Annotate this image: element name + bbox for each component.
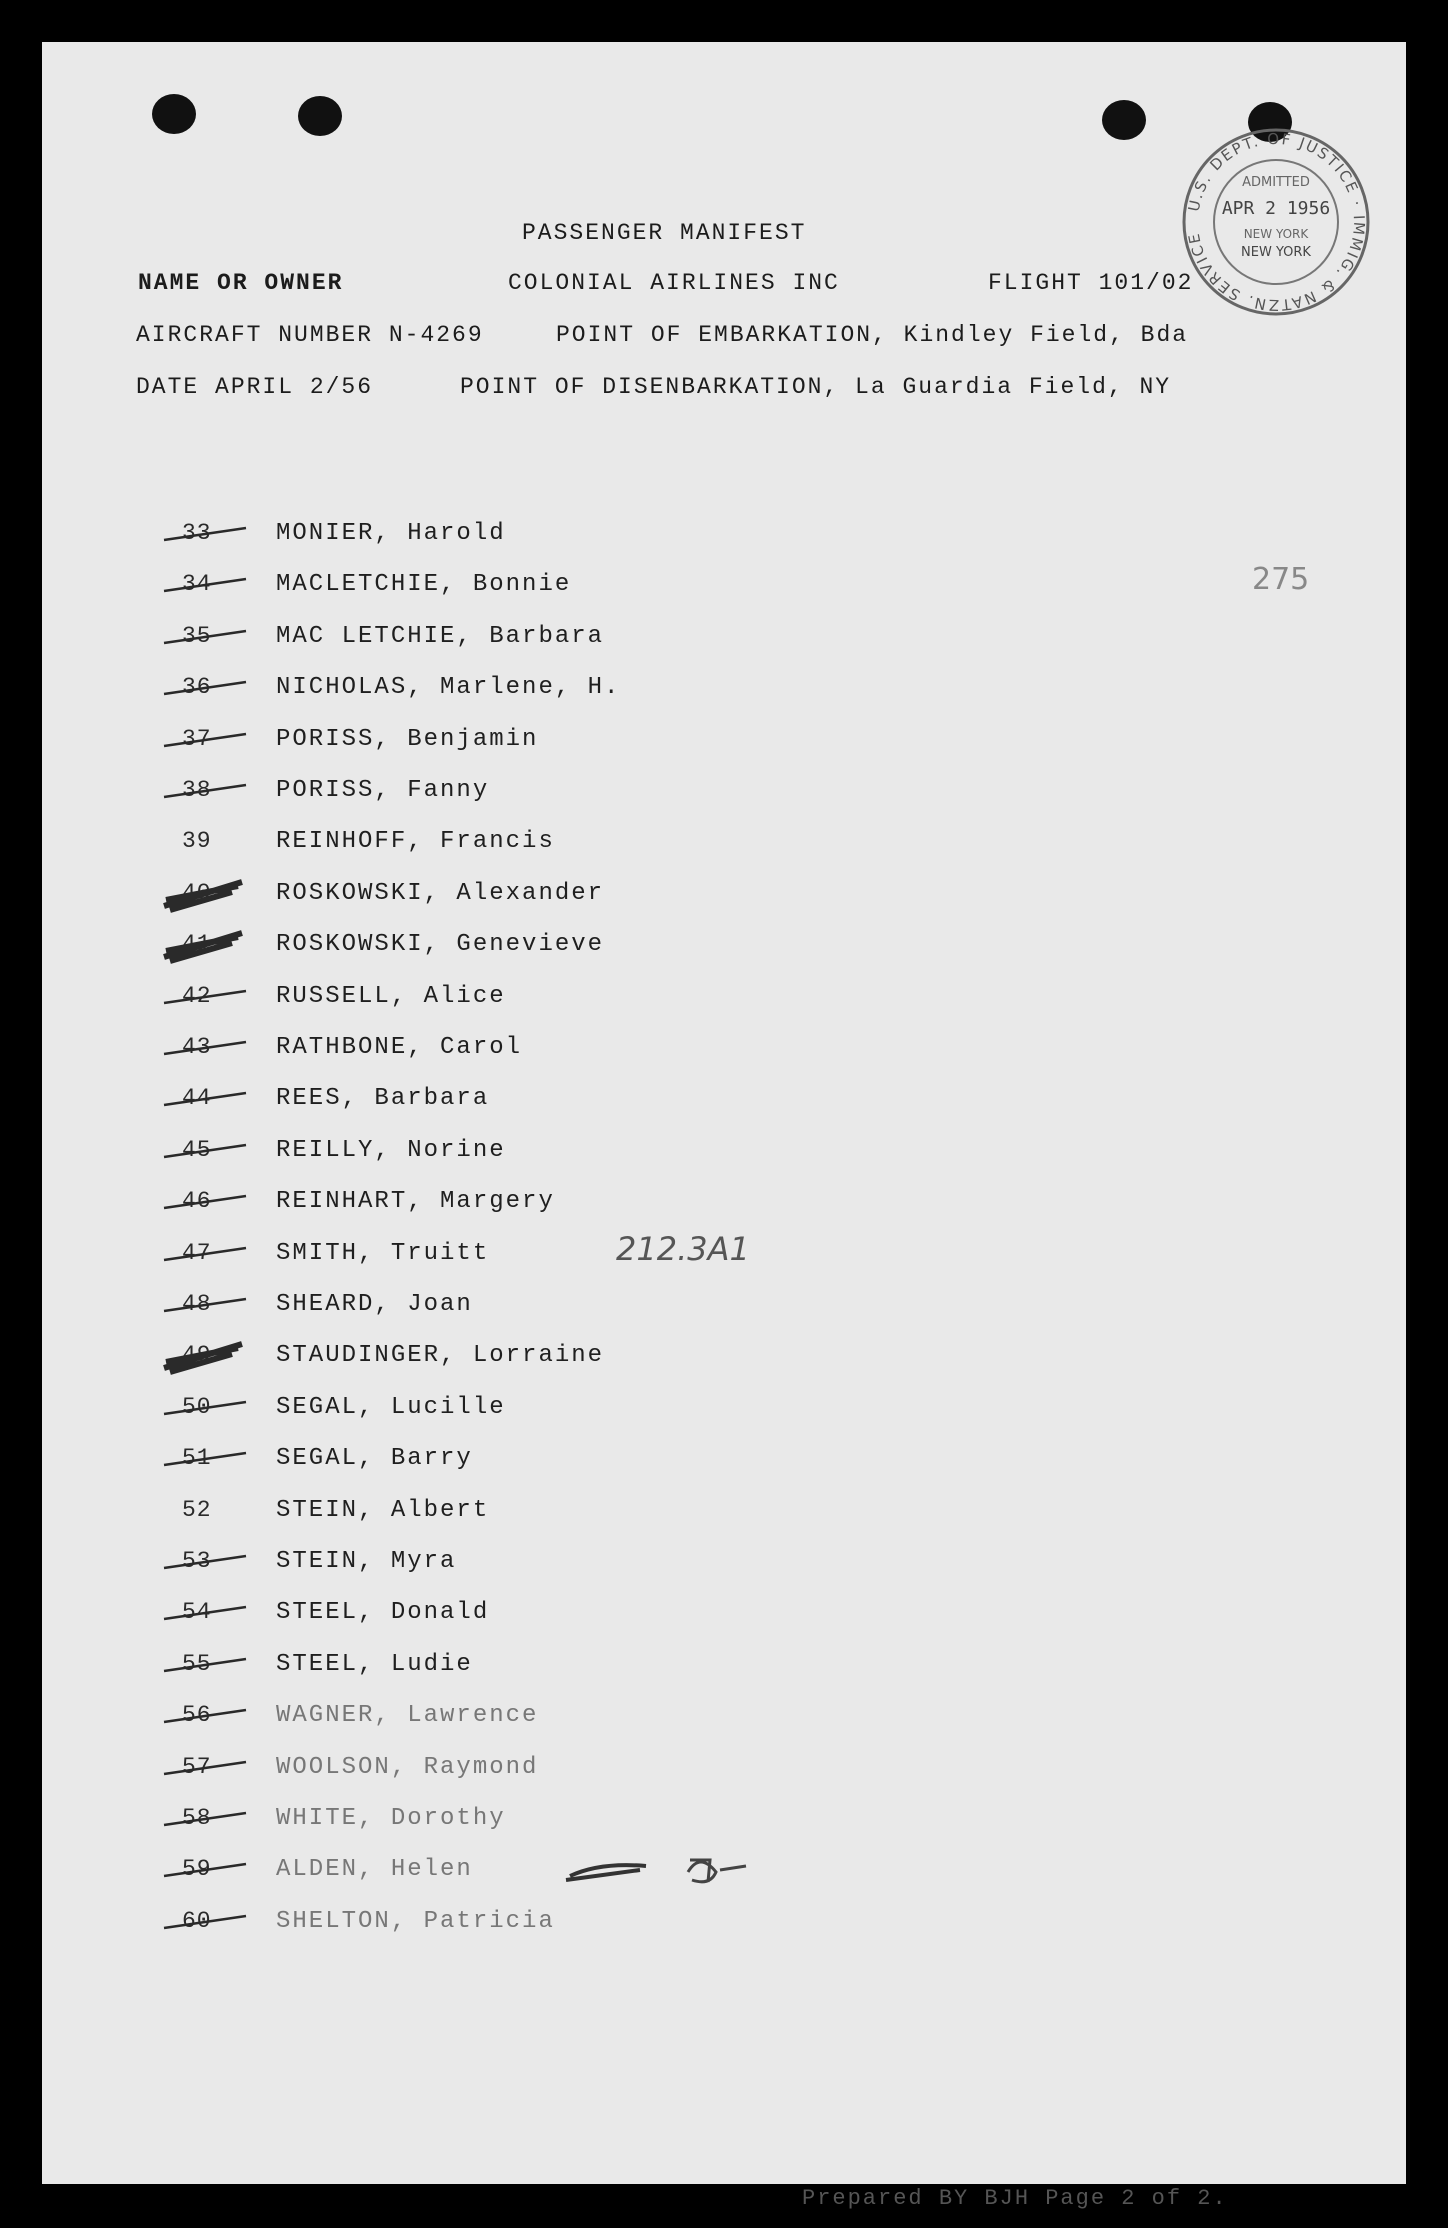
passenger-row (42, 931, 1042, 971)
passenger-number: 33 (182, 520, 212, 546)
passenger-row (42, 1856, 1042, 1896)
strikethrough-mark (152, 1801, 252, 1841)
passenger-number: 34 (182, 571, 212, 598)
strikethrough-mark (152, 876, 252, 916)
passenger-row (42, 623, 1042, 663)
strikethrough-mark (152, 1750, 252, 1790)
passenger-name: REINHOFF, Francis (276, 828, 555, 856)
punch-hole-icon (152, 94, 196, 134)
flight-number: FLIGHT 101/02 (988, 270, 1194, 296)
scribble-icon (560, 1842, 780, 1902)
passenger-number: 40 (182, 879, 212, 906)
stamp-date: APR 2 1956 (1221, 198, 1331, 219)
owner-value: COLONIAL AIRLINES INC (508, 270, 840, 296)
passenger-name: REINHART, Margery (276, 1188, 555, 1216)
passenger-row (42, 571, 1042, 611)
strikethrough-mark (152, 1184, 252, 1224)
strikethrough-mark (152, 1390, 252, 1430)
passenger-row (42, 1137, 1042, 1177)
strikethrough-mark (152, 773, 252, 813)
passenger-name: STEEL, Donald (276, 1599, 490, 1627)
passenger-number: 46 (182, 1188, 212, 1215)
passenger-number: 45 (182, 1136, 212, 1163)
passenger-number: 58 (182, 1805, 212, 1831)
passenger-name: STEEL, Ludie (276, 1650, 473, 1678)
immigration-stamp (1170, 124, 1382, 320)
embarkation-point: POINT OF EMBARKATION, Kindley Field, Bda (556, 322, 1189, 348)
passenger-name: MACLETCHIE, Bonnie (276, 571, 572, 599)
passenger-number: 57 (182, 1753, 212, 1780)
passenger-name: ROSKOWSKI, Alexander (276, 879, 605, 907)
strikethrough-mark (152, 1698, 252, 1738)
preparer-footer: Prepared BY BJH Page 2 of 2. (802, 2186, 1228, 2211)
passenger-row (42, 1805, 1042, 1845)
stamp-admitted: ADMITTED (1242, 175, 1310, 190)
passenger-name: WOOLSON, Raymond (276, 1753, 539, 1781)
strikethrough-mark (152, 1544, 252, 1584)
passenger-row (42, 1394, 1042, 1434)
passenger-row (42, 674, 1042, 714)
passenger-number: 55 (182, 1650, 212, 1677)
passenger-row (42, 1908, 1042, 1948)
passenger-number: 53 (182, 1548, 212, 1574)
passenger-row (42, 1188, 1042, 1228)
passenger-number: 39 (182, 828, 212, 855)
strikethrough-mark (152, 1287, 252, 1327)
manifest-title: PASSENGER MANIFEST (522, 220, 807, 246)
passenger-row (42, 1702, 1042, 1742)
passenger-row (42, 1548, 1042, 1588)
manifest-page (42, 42, 1406, 2211)
passenger-number: 52 (182, 1496, 212, 1523)
passenger-row (42, 828, 1042, 868)
passenger-number: 44 (182, 1085, 212, 1112)
passenger-row (42, 520, 1042, 560)
passenger-name: REILLY, Norine (276, 1136, 506, 1164)
passenger-name: NICHOLAS, Marlene, H. (276, 674, 621, 702)
passenger-number: 37 (182, 725, 212, 752)
passenger-number: 54 (182, 1599, 212, 1626)
manifest-date: DATE APRIL 2/56 (136, 374, 374, 400)
passenger-name: ROSKOWSKI, Genevieve (276, 931, 605, 959)
passenger-number: 60 (182, 1907, 212, 1934)
passenger-name: RUSSELL, Alice (276, 982, 506, 1010)
passenger-row (42, 880, 1042, 920)
passenger-number: 41 (182, 931, 212, 958)
strikethrough-mark (152, 1081, 252, 1121)
strikethrough-mark (152, 722, 252, 762)
aircraft-number: AIRCRAFT NUMBER N-4269 (136, 322, 484, 348)
strikethrough-mark (152, 1441, 252, 1481)
passenger-row (42, 1754, 1042, 1794)
strikethrough-mark (152, 1236, 252, 1276)
passenger-name: STEIN, Myra (276, 1548, 457, 1575)
passenger-number: 42 (182, 982, 212, 1009)
passenger-row (42, 1240, 1042, 1280)
passenger-row (42, 1497, 1042, 1537)
strikethrough-mark (152, 979, 252, 1019)
strikethrough-mark (152, 1852, 252, 1892)
strikethrough-mark (152, 927, 252, 967)
passenger-row (42, 1651, 1042, 1691)
strikethrough-mark (152, 516, 252, 556)
strikethrough-mark (152, 567, 252, 607)
passenger-number: 43 (182, 1034, 212, 1060)
passenger-name: SEGAL, Barry (276, 1445, 473, 1473)
passenger-row (42, 1085, 1042, 1125)
strikethrough-mark (152, 1904, 252, 1944)
passenger-name: SEGAL, Lucille (276, 1393, 506, 1421)
punch-hole-icon (298, 96, 342, 136)
strikethrough-mark (152, 1030, 252, 1070)
passenger-name: STAUDINGER, Lorraine (276, 1342, 605, 1370)
strikethrough-mark (152, 670, 252, 710)
passenger-row (42, 1034, 1042, 1074)
passenger-row (42, 1599, 1042, 1639)
stamp-city-2: NEW YORK (1241, 245, 1311, 260)
passenger-name: PORISS, Benjamin (276, 725, 539, 753)
passenger-number: 35 (182, 622, 212, 649)
passenger-number: 36 (182, 674, 212, 701)
passenger-row (42, 777, 1042, 817)
passenger-number: 38 (182, 777, 212, 803)
strikethrough-mark (152, 1595, 252, 1635)
passenger-name: REES, Barbara (276, 1085, 490, 1113)
passenger-name: STEIN, Albert (276, 1496, 490, 1524)
passenger-name: MAC LETCHIE, Barbara (276, 622, 605, 650)
passenger-row (42, 983, 1042, 1023)
passenger-number: 51 (182, 1445, 212, 1472)
passenger-number: 50 (182, 1393, 212, 1420)
stamp-ring-text: U.S. DEPT. OF JUSTICE · IMMIG. & NATZN. SERVICE (1184, 129, 1369, 315)
passenger-name: SMITH, Truitt (276, 1239, 490, 1267)
passenger-name: RATHBONE, Carol (276, 1034, 523, 1061)
stamp-city: NEW YORK (1243, 227, 1309, 241)
passenger-row (42, 1342, 1042, 1382)
strikethrough-mark (152, 1133, 252, 1173)
passenger-row (42, 726, 1042, 766)
passenger-name: SHEARD, Joan (276, 1291, 473, 1318)
passenger-name: WHITE, Dorothy (276, 1805, 506, 1832)
passenger-name: MONIER, Harold (276, 520, 506, 547)
passenger-number: 49 (182, 1342, 212, 1369)
passenger-number: 47 (182, 1239, 212, 1266)
disembarkation-point: POINT OF DISENBARKATION, La Guardia Field, NY (460, 374, 1172, 400)
passenger-name: WAGNER, Lawrence (276, 1702, 539, 1730)
passenger-name: PORISS, Fanny (276, 777, 490, 804)
svg-text:U.S. DEPT. OF JUSTICE · IMMIG. (1185, 130, 1369, 314)
handwritten-annotation: 212.3A1 (616, 1230, 750, 1268)
passenger-name: SHELTON, Patricia (276, 1907, 555, 1935)
passenger-name: ALDEN, Helen (276, 1856, 473, 1884)
passenger-number: 59 (182, 1856, 212, 1883)
strikethrough-mark (152, 1647, 252, 1687)
passenger-number: 48 (182, 1291, 212, 1317)
passenger-row (42, 1291, 1042, 1331)
margin-note: 275 (1252, 562, 1310, 597)
punch-hole-icon (1102, 100, 1146, 140)
passenger-number: 56 (182, 1702, 212, 1729)
name-owner-label: NAME OR OWNER (138, 270, 344, 296)
passenger-row (42, 1445, 1042, 1485)
strikethrough-mark (152, 1338, 252, 1378)
strikethrough-mark (152, 619, 252, 659)
